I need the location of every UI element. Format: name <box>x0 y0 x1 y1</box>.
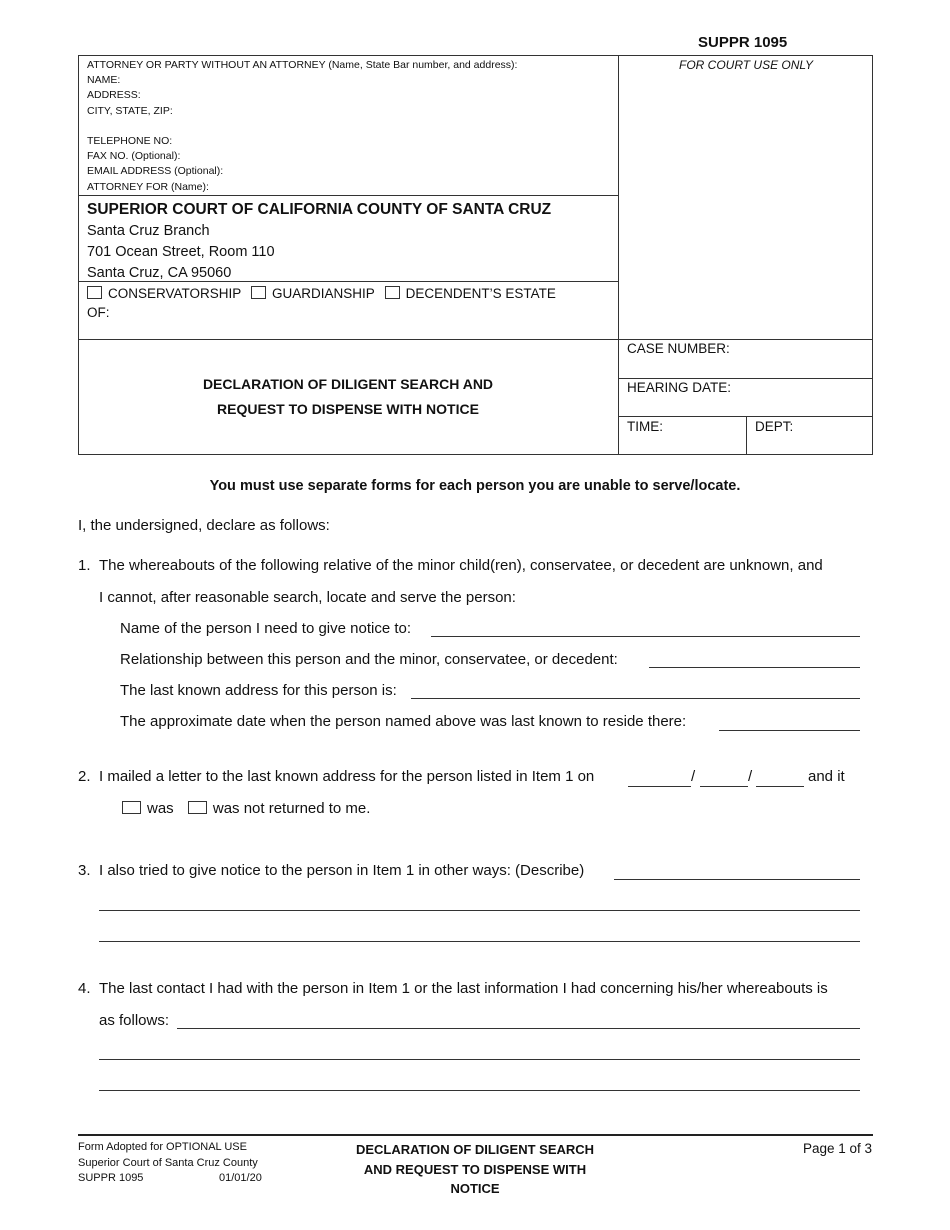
item1-address-label: The last known address for this person is: <box>120 682 397 699</box>
case-type-row <box>87 284 562 322</box>
court-street: 701 Ocean Street, Room 110 <box>87 244 275 260</box>
conservatorship-label: CONSERVATORSHIP <box>108 286 242 301</box>
form-title-line2: REQUEST TO DISPENSE WITH NOTICE <box>217 401 479 417</box>
intro-text: I, the undersigned, declare as follows: <box>78 517 330 534</box>
item1-relationship-field[interactable] <box>649 667 860 668</box>
attorney-fax-label: FAX NO. (Optional): <box>87 150 181 163</box>
footer-title-line2: AND REQUEST TO DISPENSE WITH <box>363 1161 587 1177</box>
item1-address-field[interactable] <box>411 698 860 699</box>
page-number: Page 1 of 3 <box>802 1141 872 1156</box>
divider-caption-title <box>78 339 873 340</box>
divider-attorney-court <box>78 195 619 196</box>
footer-title <box>340 1140 610 1199</box>
attorney-email-label: EMAIL ADDRESS (Optional): <box>87 165 224 178</box>
item3-describe-field-1[interactable] <box>614 879 860 880</box>
footer-court: Superior Court of Santa Cruz County <box>78 1156 258 1169</box>
was-returned-checkbox[interactable] <box>122 801 141 814</box>
item2-text: I mailed a letter to the last known address for the person listed in Item 1 on <box>99 768 595 785</box>
court-use-label: FOR COURT USE ONLY <box>678 58 814 72</box>
item3-describe-field-3[interactable] <box>99 941 860 942</box>
item2-day-field[interactable] <box>700 786 748 787</box>
item2-and-it: and it <box>808 768 845 785</box>
item4-field-3[interactable] <box>99 1090 860 1091</box>
divider-case-hearing <box>618 378 873 379</box>
item1-number: 1. <box>78 557 91 574</box>
court-branch: Santa Cruz Branch <box>87 223 210 239</box>
footer-form-id: SUPPR 1095 <box>78 1172 144 1184</box>
footer-rule <box>78 1134 873 1136</box>
item1-relationship-label: Relationship between this person and the minor, conservatee, or decedent: <box>120 651 618 668</box>
was-not-label: was not returned to me. <box>212 800 371 817</box>
attorney-telephone-label: TELEPHONE NO: <box>87 135 173 147</box>
was-label: was <box>147 800 174 817</box>
guardianship-label: GUARDIANSHIP <box>272 286 375 301</box>
form-title-line1: DECLARATION OF DILIGENT SEARCH AND <box>202 376 494 392</box>
of-label: OF: <box>87 305 110 320</box>
item3-number: 3. <box>78 862 91 879</box>
item1-line2: I cannot, after reasonable search, locate and serve the person: <box>99 589 516 606</box>
attorney-for-label: ATTORNEY FOR (Name): <box>87 180 209 193</box>
footer-adopted: Form Adopted for OPTIONAL USE <box>78 1141 247 1153</box>
court-city: Santa Cruz, CA 95060 <box>87 265 232 281</box>
item1-date-label: The approximate date when the person named above was last known to reside there: <box>120 713 687 730</box>
item4-field-2[interactable] <box>99 1059 860 1060</box>
item2-year-field[interactable] <box>756 786 804 787</box>
divider-time-dept <box>746 416 747 455</box>
footer-date: 01/01/20 <box>219 1172 262 1184</box>
dept-label: DEPT: <box>755 419 794 434</box>
footer-title-line3: NOTICE <box>450 1181 500 1196</box>
item4-line1: The last contact I had with the person in Item 1 or the last information I had concerning his/her whereabouts is <box>99 980 828 997</box>
item2-slash-2: / <box>748 768 753 785</box>
footer-left <box>78 1140 268 1187</box>
conservatorship-checkbox[interactable] <box>87 286 102 299</box>
court-info <box>87 199 551 284</box>
decedents-estate-label: DECENDENT’S ESTATE <box>405 286 556 301</box>
item2-slash-1: / <box>691 768 696 785</box>
item4-field-1[interactable] <box>177 1028 860 1029</box>
attorney-block <box>87 58 517 195</box>
item1-name-label: Name of the person I need to give notice to: <box>120 620 412 637</box>
item3-text: I also tried to give notice to the person in Item 1 in other ways: (Describe) <box>99 862 585 879</box>
hearing-date-label: HEARING DATE: <box>627 380 732 395</box>
footer-title-line1: DECLARATION OF DILIGENT SEARCH <box>355 1142 595 1157</box>
decedents-estate-checkbox[interactable] <box>385 286 400 299</box>
item4-line2: as follows: <box>99 1012 170 1029</box>
item2-returned-row <box>122 800 370 817</box>
item2-month-field[interactable] <box>628 786 691 787</box>
attorney-name-label: NAME: <box>87 74 121 87</box>
form-title <box>78 372 618 422</box>
attorney-city-label: CITY, STATE, ZIP: <box>87 104 173 117</box>
item1-name-field[interactable] <box>431 636 860 637</box>
form-id: SUPPR 1095 <box>698 34 788 51</box>
notice-text: You must use separate forms for each person you are unable to serve/locate. <box>209 478 741 494</box>
item3-describe-field-2[interactable] <box>99 910 860 911</box>
guardianship-checkbox[interactable] <box>251 286 266 299</box>
attorney-address-label: ADDRESS: <box>87 89 141 102</box>
item4-number: 4. <box>78 980 91 997</box>
court-name: SUPERIOR COURT OF CALIFORNIA COUNTY OF SANTA CRUZ <box>87 201 552 218</box>
item2-number: 2. <box>78 768 91 785</box>
item1-date-field[interactable] <box>719 730 860 731</box>
item1-line1: The whereabouts of the following relative of the minor child(ren), conservatee, or decedent are unknown, and <box>99 557 823 574</box>
caption-divider-vertical <box>618 55 619 455</box>
case-number-label: CASE NUMBER: <box>627 341 730 356</box>
was-not-returned-checkbox[interactable] <box>188 801 207 814</box>
attorney-heading: ATTORNEY OR PARTY WITHOUT AN ATTORNEY (Name, State Bar number, and address): <box>87 59 518 71</box>
time-label: TIME: <box>627 419 663 434</box>
